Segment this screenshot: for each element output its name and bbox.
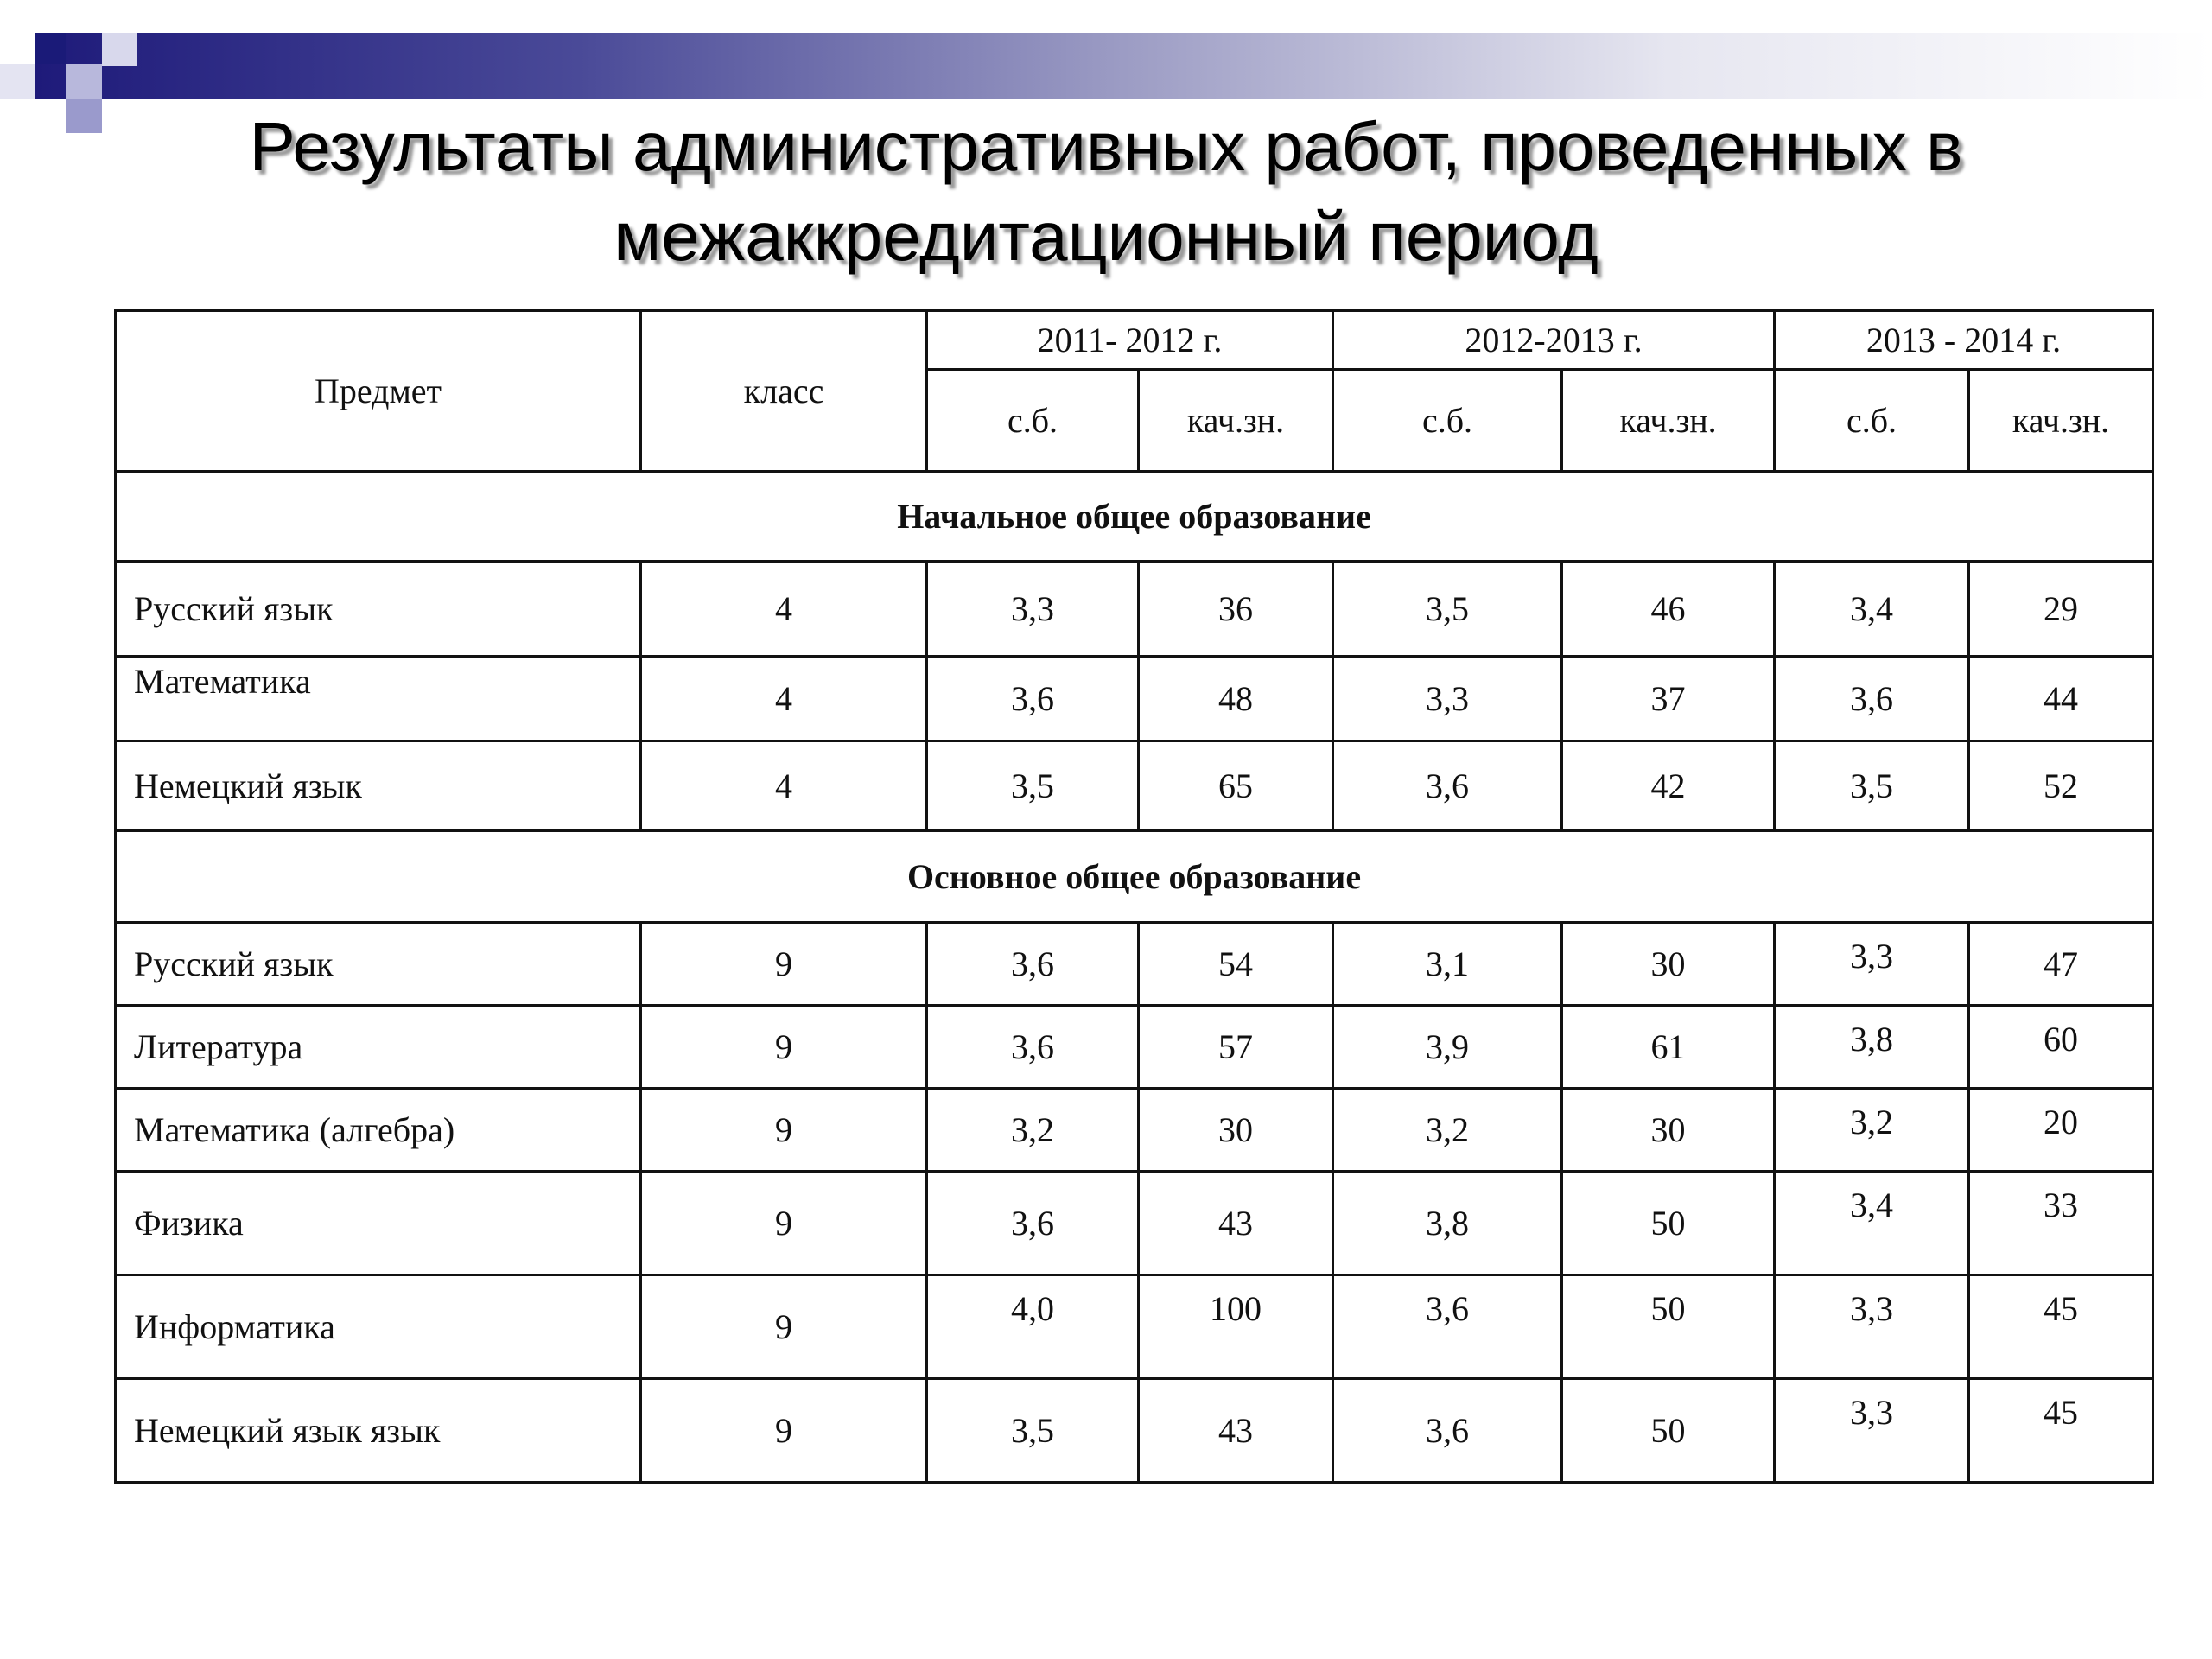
section-row (116, 472, 2153, 562)
table-row (116, 923, 2153, 1006)
cell-value: 37 (1562, 657, 1775, 741)
cell-value: 42 (1562, 741, 1775, 831)
cell-value: 44 (1969, 657, 2153, 741)
cell-value: 3,6 (927, 1172, 1139, 1275)
cell-value: 3,6 (1333, 1379, 1562, 1483)
table-row (116, 1379, 2153, 1483)
cell-value: 30 (1562, 1089, 1775, 1172)
cell-value: 61 (1562, 1006, 1775, 1089)
header-kz: кач.зн. (1969, 370, 2153, 472)
header-kz: кач.зн. (1562, 370, 1775, 472)
header-subject: Предмет (116, 311, 641, 472)
cell-value: 20 (1969, 1089, 2153, 1172)
section-title: Начальное общее образование (116, 472, 2153, 562)
cell-value: 50 (1562, 1172, 1775, 1275)
cell-value: 3,2 (927, 1089, 1139, 1172)
decor-square (0, 0, 35, 33)
cell-value: 3,5 (1775, 741, 1969, 831)
cell-value: 29 (1969, 562, 2153, 657)
cell-subject: Математика (алгебра) (116, 1089, 641, 1172)
cell-value: 3,6 (927, 657, 1139, 741)
cell-value: 3,6 (1775, 657, 1969, 741)
cell-value: 3,3 (1775, 1275, 1969, 1379)
cell-value: 46 (1562, 562, 1775, 657)
table-row (116, 1172, 2153, 1275)
cell-value: 3,4 (1775, 1172, 1969, 1275)
cell-value: 3,1 (1333, 923, 1562, 1006)
header-row-years (116, 311, 2153, 370)
table-row (116, 657, 2153, 741)
cell-class: 4 (641, 741, 927, 831)
cell-value: 3,2 (1775, 1089, 1969, 1172)
decor-square (35, 33, 66, 64)
cell-value: 50 (1562, 1379, 1775, 1483)
table-row (116, 1275, 2153, 1379)
cell-value: 100 (1139, 1275, 1333, 1379)
cell-value: 57 (1139, 1006, 1333, 1089)
cell-class: 9 (641, 1089, 927, 1172)
cell-value: 3,5 (1333, 562, 1562, 657)
cell-value: 30 (1562, 923, 1775, 1006)
cell-value: 33 (1969, 1172, 2153, 1275)
cell-class: 9 (641, 1172, 927, 1275)
decor-square (102, 33, 137, 66)
header-sb: с.б. (1775, 370, 1969, 472)
header-year-2013-2014: 2013 - 2014 г. (1775, 311, 2153, 370)
cell-value: 3,3 (1775, 1379, 1969, 1483)
cell-value: 3,6 (1333, 1275, 1562, 1379)
cell-value: 43 (1139, 1379, 1333, 1483)
header-class: класс (641, 311, 927, 472)
decor-square (66, 99, 102, 133)
slide-title-line2: межаккредитационный период (613, 198, 1599, 275)
cell-value: 43 (1139, 1172, 1333, 1275)
cell-value: 3,3 (1333, 657, 1562, 741)
cell-value: 65 (1139, 741, 1333, 831)
header-sb: с.б. (1333, 370, 1562, 472)
cell-value: 45 (1969, 1379, 2153, 1483)
cell-subject: Немецкий язык язык (116, 1379, 641, 1483)
decor-square (66, 64, 102, 99)
cell-subject: Физика (116, 1172, 641, 1275)
cell-subject: Немецкий язык (116, 741, 641, 831)
table-row (116, 1006, 2153, 1089)
cell-value: 3,8 (1775, 1006, 1969, 1089)
cell-value: 3,5 (927, 741, 1139, 831)
cell-value: 3,3 (1775, 923, 1969, 1006)
cell-value: 3,5 (927, 1379, 1139, 1483)
cell-class: 9 (641, 1275, 927, 1379)
cell-subject: Русский язык (116, 923, 641, 1006)
table-row (116, 1089, 2153, 1172)
section-row (116, 831, 2153, 923)
cell-value: 3,6 (1333, 741, 1562, 831)
cell-value: 45 (1969, 1275, 2153, 1379)
cell-class: 9 (641, 1379, 927, 1483)
header-year-2011-2012: 2011- 2012 г. (927, 311, 1333, 370)
cell-value: 60 (1969, 1006, 2153, 1089)
cell-subject: Литература (116, 1006, 641, 1089)
cell-value: 50 (1562, 1275, 1775, 1379)
table-row (116, 741, 2153, 831)
header-gradient-band (35, 33, 2212, 99)
cell-class: 4 (641, 562, 927, 657)
cell-value: 3,8 (1333, 1172, 1562, 1275)
cell-value: 4,0 (927, 1275, 1139, 1379)
cell-subject: Информатика (116, 1275, 641, 1379)
cell-value: 47 (1969, 923, 2153, 1006)
cell-class: 4 (641, 657, 927, 741)
cell-value: 3,9 (1333, 1006, 1562, 1089)
cell-subject: Русский язык (116, 562, 641, 657)
cell-value: 3,3 (927, 562, 1139, 657)
cell-value: 3,2 (1333, 1089, 1562, 1172)
cell-class: 9 (641, 1006, 927, 1089)
header-sb: с.б. (927, 370, 1139, 472)
cell-value: 3,6 (927, 923, 1139, 1006)
section-title: Основное общее образование (116, 831, 2153, 923)
decor-square (0, 64, 35, 99)
cell-value: 48 (1139, 657, 1333, 741)
header-kz: кач.зн. (1139, 370, 1333, 472)
cell-value: 52 (1969, 741, 2153, 831)
cell-value: 3,4 (1775, 562, 1969, 657)
header-year-2012-2013: 2012-2013 г. (1333, 311, 1775, 370)
cell-class: 9 (641, 923, 927, 1006)
cell-value: 54 (1139, 923, 1333, 1006)
cell-value: 3,6 (927, 1006, 1139, 1089)
cell-value: 30 (1139, 1089, 1333, 1172)
cell-subject: Математика (116, 657, 641, 741)
slide-title (112, 102, 2100, 282)
results-table (114, 309, 2154, 1484)
cell-value: 36 (1139, 562, 1333, 657)
slide-title-line1: Результаты административных работ, проведенных в (249, 108, 1963, 185)
table-row (116, 562, 2153, 657)
